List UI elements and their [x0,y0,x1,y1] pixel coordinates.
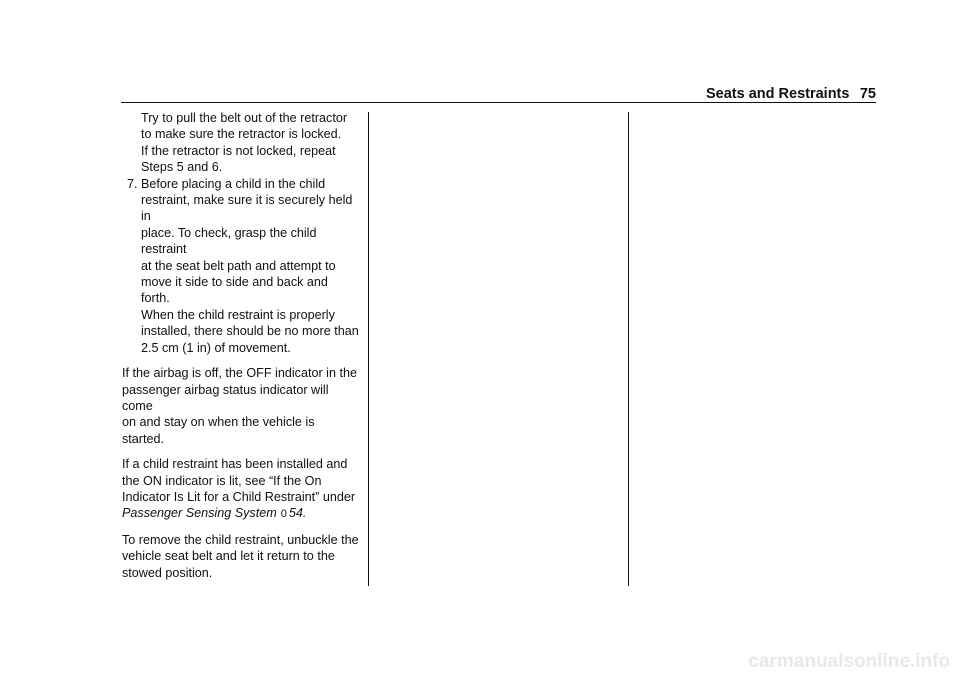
page-header [706,84,876,104]
column-divider-2 [628,112,629,586]
text-column-1 [122,110,360,590]
step-number: 7. [127,176,138,191]
text-line: move it side to side and back and forth. [141,275,328,306]
text-line: passenger airbag status indicator will come [122,382,329,413]
text-line: vehicle seat belt and let it return to the [122,549,335,564]
text-line: Indicator Is Lit for a Child Restraint” under [122,489,356,504]
header-rule [121,102,876,103]
text-line: When the child restraint is properly [141,307,335,322]
text-line: at the seat belt path and attempt to [141,258,336,273]
section-title: Seats and Restraints [706,86,850,102]
text-line: To remove the child restraint, unbuckle the [122,532,359,547]
text-line: Try to pull the belt out of the retractor [141,111,348,125]
paragraph-remove-restraint [122,532,360,581]
column-divider-1 [368,112,369,586]
text-line: to make sure the retractor is locked. [141,127,342,142]
text-line: 2.5 cm (1 in) of movement. [141,340,291,355]
text-line: If the retractor is not locked, repeat [141,143,336,158]
text-line: restraint, make sure it is securely held in [141,193,353,224]
text-line: Before placing a child in the child [141,176,326,191]
step-7 [122,176,360,356]
cross-reference-page[interactable]: 54 [288,506,303,521]
paragraph-child-restraint [122,456,360,523]
text-line: If the airbag is off, the OFF indicator in the [122,366,357,381]
text-line: installed, there should be no more than [141,324,359,339]
page-reference-icon: 0 [280,508,287,521]
text-line: place. To check, grasp the child restraint [141,225,317,257]
text-line: If a child restraint has been installed and [122,457,348,472]
text-line: stowed position. [122,565,213,580]
text-line: Steps 5 and 6. [141,160,223,175]
paragraph-airbag-off [122,365,360,447]
continued-step-text [122,110,360,176]
page-number: 75 [859,86,876,102]
text-line: on and stay on when the vehicle is started. [122,415,315,446]
cross-reference-link[interactable]: Passenger Sensing System [122,506,277,521]
text-line: the ON indicator is lit, see “If the On [122,473,322,488]
reference-period: . [302,506,307,521]
watermark: carmanualsonline.info [748,651,950,672]
